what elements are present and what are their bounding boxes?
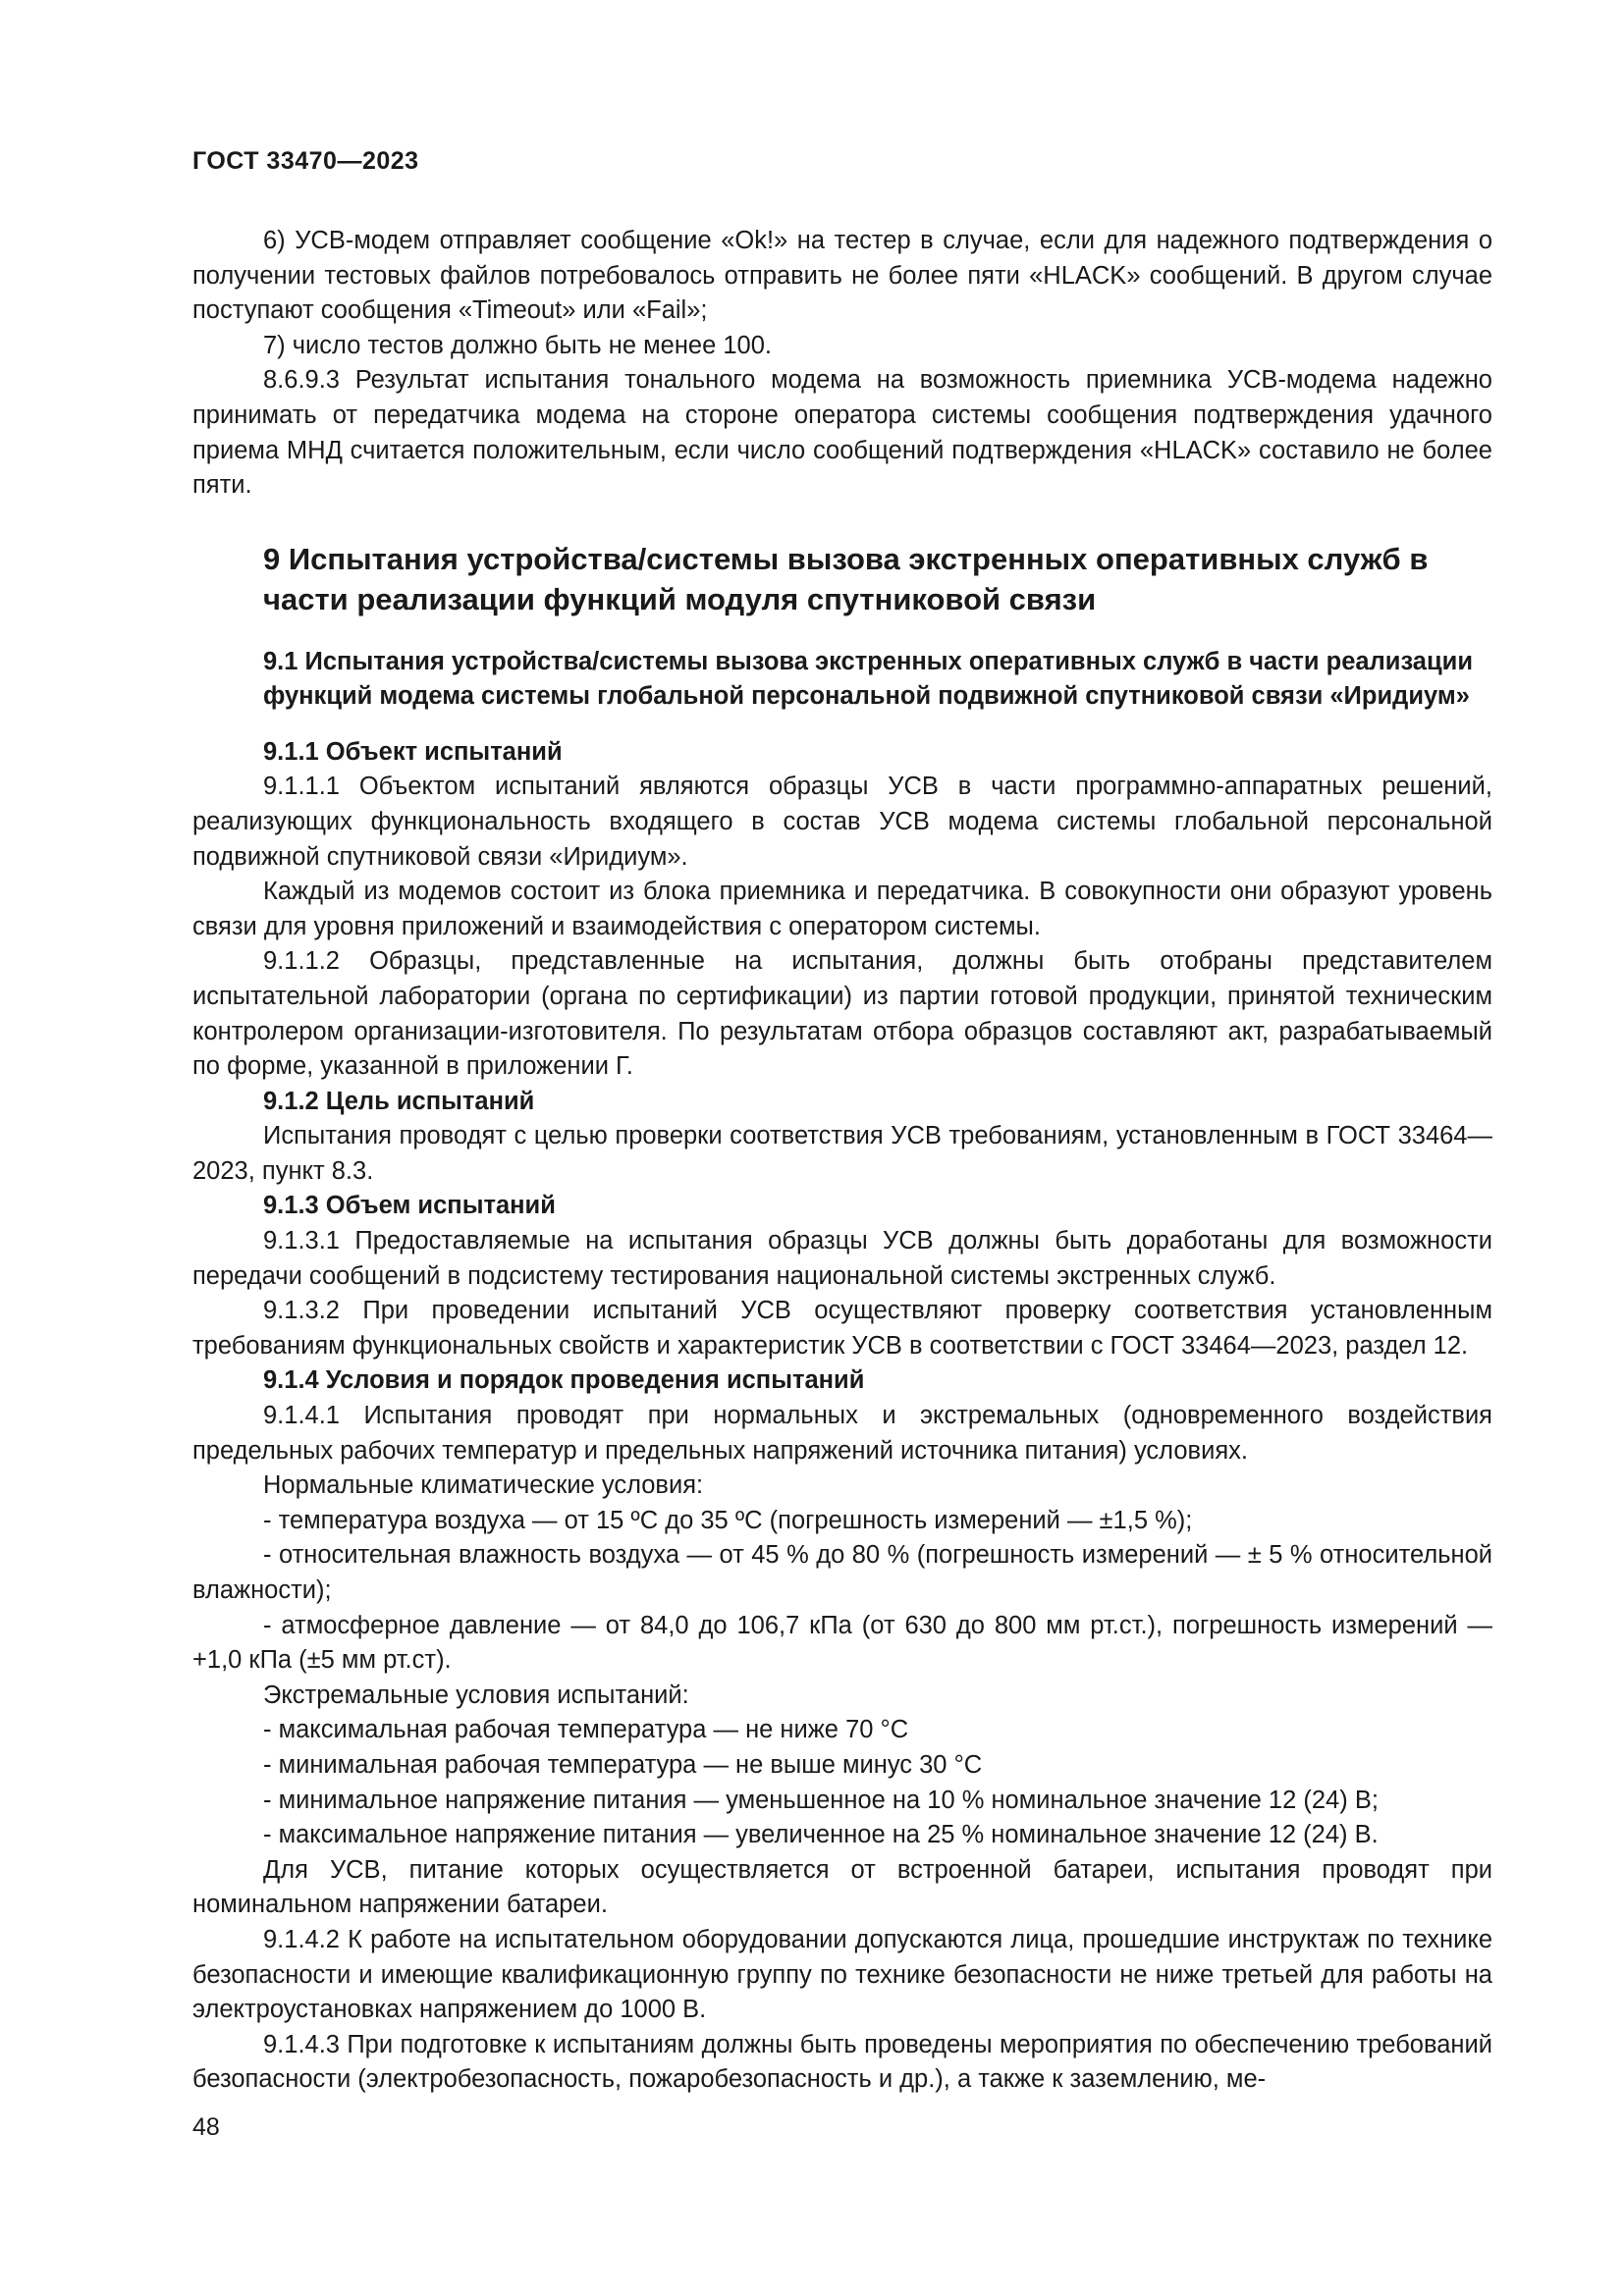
paragraph-item-7: 7) число тестов должно быть не менее 100. (263, 331, 772, 359)
list-item-extreme: - минимальное напряжение питания — уменьшенное на 10 % номинальное значение 12 (24) В; (263, 1786, 1379, 1814)
paragraph-912: Испытания проводят с целью проверки соответствия УСВ требованиям, установленным в ГОСТ 33464—2023, пункт 8.3. (192, 1122, 1492, 1185)
heading-9-1-4: 9.1.4 Условия и порядок проведения испытаний (263, 1366, 865, 1395)
document-body (192, 224, 1492, 2098)
paragraph-9112: 9.1.1.2 Образцы, представленные на испытания, должны быть отобраны представителем испытательной лаборатории (органа по сертификации) из партии готовой продукции, принятой техническим контролером организации-изготовителя. По результатам отбора образцов составляют акт, разрабатываемый по форме, указанной в приложении Г. (192, 947, 1492, 1081)
paragraph-8693: 8.6.9.3 Результат испытания тонального модема на возможность приемника УСВ-модема надежно принимать от передатчика модема на стороне оператора системы сообщения подтверждения удачного приема МНД считается положительным, если число сообщений подтверждения «HLACK» составило не более пяти. (192, 366, 1492, 500)
list-item-normal: - атмосферное давление — от 84,0 до 106,7 кПа (от 630 до 800 мм рт.ст.), погрешность измерений — +1,0 кПа (±5 мм рт.ст). (192, 1611, 1492, 1675)
page-number: 48 (192, 2113, 220, 2141)
paragraph-9111-b: Каждый из модемов состоит из блока приемника и передатчика. В совокупности они образуют уровень связи для уровня приложений и взаимодействия с оператором системы. (192, 878, 1492, 940)
list-item-normal: - температура воздуха — от 15 ºС до 35 ºС (погрешность измерений — ±1,5 %); (263, 1506, 1193, 1534)
paragraph-item-6: 6) УСВ-модем отправляет сообщение «Ok!» на тестер в случае, если для надежного подтверждения о получении тестовых файлов потребовалось отправить не более пяти «HLACK» сообщений. В другом случае поступают сообщения «Timeout» или «Fail»; (192, 227, 1492, 325)
paragraph-9142: 9.1.4.2 К работе на испытательном оборудовании допускаются лица, прошедшие инструктаж по технике безопасности и имеющие квалификационную группу по технике безопасности не ниже третьей для работы на электроустановках напряжением до 1000 В. (192, 1925, 1492, 2024)
heading-9-1-2: 9.1.2 Цель испытаний (263, 1087, 535, 1115)
paragraph-9143: 9.1.4.3 При подготовке к испытаниям должны быть проведены мероприятия по обеспечению требований безопасности (электробезопасность, пожаробезопасность и др.), а также к заземлению, ме- (192, 2030, 1492, 2094)
list-item-extreme: - максимальная рабочая температура — не ниже 70 °С (263, 1716, 909, 1744)
paragraph-9131: 9.1.3.1 Предоставляемые на испытания образцы УСВ должны быть доработаны для возможности передачи сообщений в подсистему тестирования национальной системы экстренных служб. (192, 1227, 1492, 1290)
paragraph-battery: Для УСВ, питание которых осуществляется от встроенной батареи, испытания проводят при номинальном напряжении батареи. (192, 1855, 1492, 1919)
paragraph-9111: 9.1.1.1 Объектом испытаний являются образцы УСВ в части программно-аппаратных решений, реализующих функциональность входящего в состав УСВ модема системы глобальной персональной подвижной спутниковой связи «Иридиум». (192, 773, 1492, 871)
section-9-1-title: 9.1 Испытания устройства/системы вызова экстренных оперативных служб в части реализации функций модема системы глобальной персональной подвижной спутниковой связи «Иридиум» (263, 647, 1474, 710)
paragraph-9141: 9.1.4.1 Испытания проводят при нормальных и экстремальных (одновременного воздействия предельных рабочих температур и предельных напряжений источника питания) условиях. (192, 1402, 1492, 1465)
list-item-extreme: - максимальное напряжение питания — увеличенное на 25 % номинальное значение 12 (24) В. (263, 1821, 1379, 1849)
section-9-title: 9 Испытания устройства/системы вызова экстренных оперативных служб в части реализации функций модуля спутниковой связи (263, 541, 1429, 616)
normal-conditions-label: Нормальные климатические условия: (263, 1471, 704, 1500)
extreme-conditions-label: Экстремальные условия испытаний: (263, 1681, 689, 1709)
list-item-normal: - относительная влажность воздуха — от 45 % до 80 % (погрешность измерений — ± 5 % относительной влажности); (192, 1541, 1492, 1604)
heading-9-1-1: 9.1.1 Объект испытаний (263, 737, 563, 766)
heading-9-1-3: 9.1.3 Объем испытаний (263, 1192, 556, 1220)
document-header-code: ГОСТ 33470—2023 (192, 147, 419, 175)
paragraph-9132: 9.1.3.2 При проведении испытаний УСВ осуществляют проверку соответствия установленным требованиям функциональных свойств и характеристик УСВ в соответствии с ГОСТ 33464—2023, раздел 12. (192, 1297, 1492, 1360)
list-item-extreme: - минимальная рабочая температура — не выше минус 30 °С (263, 1750, 983, 1779)
